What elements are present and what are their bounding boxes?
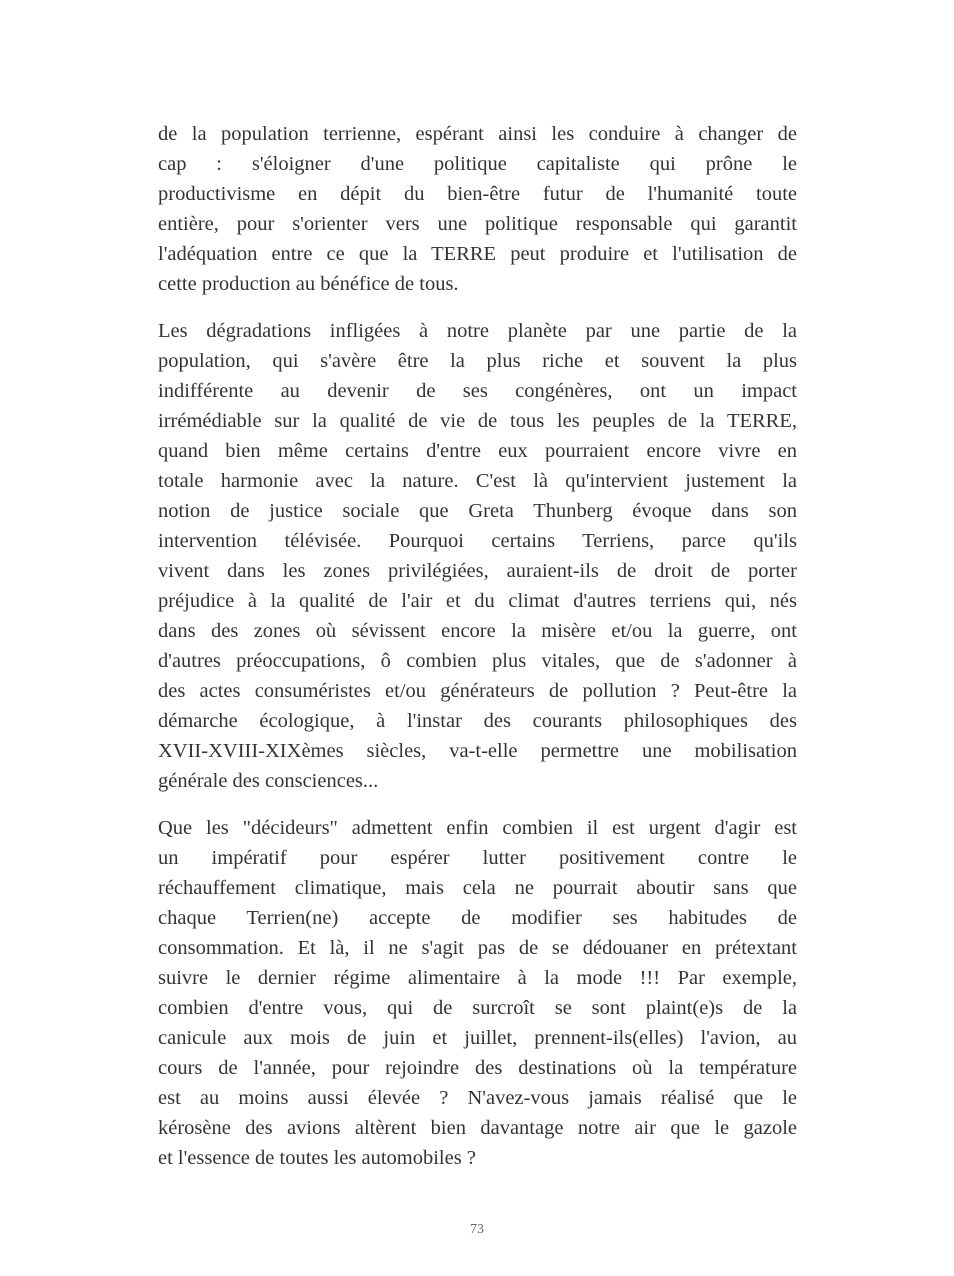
text-line: de la population terrienne, espérant ainsi les conduire à changer de [158,123,797,145]
text-line: productivisme en dépit du bien-être futur de l'humanité toute [158,183,797,205]
paragraph [158,813,797,1173]
document-body [158,119,797,1190]
text-line: irrémédiable sur la qualité de vie de tous les peuples de la TERRE, [158,410,797,432]
text-line: est au moins aussi élevée ? N'avez-vous jamais réalisé que le [158,1087,797,1109]
text-line: population, qui s'avère être la plus riche et souvent la plus [158,350,797,372]
page-number: 73 [470,1222,484,1237]
text-line: dans des zones où sévissent encore la misère et/ou la guerre, ont [158,620,797,642]
text-line: cours de l'année, pour rejoindre des destinations où la température [158,1057,797,1079]
text-line: Les dégradations infligées à notre planète par une partie de la [158,320,797,342]
text-line: quand bien même certains d'entre eux pourraient encore vivre en [158,440,797,462]
text-line: indifférente au devenir de ses congénères, ont un impact [158,380,797,402]
text-line: entière, pour s'orienter vers une politique responsable qui garantit [158,213,797,235]
text-line: canicule aux mois de juin et juillet, prennent-ils(elles) l'avion, au [158,1027,797,1049]
text-line: cap : s'éloigner d'une politique capitaliste qui prône le [158,153,797,175]
text-line: d'autres préoccupations, ô combien plus vitales, que de s'adonner à [158,650,797,672]
text-line: XVII-XVIII-XIXèmes siècles, va-t-elle permettre une mobilisation [158,740,797,762]
text-line: notion de justice sociale que Greta Thunberg évoque dans son [158,500,797,522]
paragraph [158,119,797,299]
text-line: suivre le dernier régime alimentaire à la mode !!! Par exemple, [158,967,797,989]
text-line: un impératif pour espérer lutter positivement contre le [158,847,797,869]
text-line: démarche écologique, à l'instar des courants philosophiques des [158,710,797,732]
text-line: vivent dans les zones privilégiées, auraient-ils de droit de porter [158,560,797,582]
text-line: préjudice à la qualité de l'air et du climat d'autres terriens qui, nés [158,590,797,612]
text-line: kérosène des avions altèrent bien davantage notre air que le gazole [158,1117,797,1139]
paragraph [158,316,797,796]
text-line: générale des consciences... [158,770,379,792]
text-line: combien d'entre vous, qui de surcroît se sont plaint(e)s de la [158,997,797,1019]
text-line: chaque Terrien(ne) accepte de modifier ses habitudes de [158,907,797,929]
text-line: Que les "décideurs" admettent enfin combien il est urgent d'agir est [158,817,797,839]
text-line: intervention télévisée. Pourquoi certains Terriens, parce qu'ils [158,530,797,552]
text-line: des actes consuméristes et/ou générateurs de pollution ? Peut-être la [158,680,797,702]
text-line: réchauffement climatique, mais cela ne pourrait aboutir sans que [158,877,797,899]
text-line: consommation. Et là, il ne s'agit pas de se dédouaner en prétextant [158,937,797,959]
text-line: totale harmonie avec la nature. C'est là qu'intervient justement la [158,470,797,492]
text-line: et l'essence de toutes les automobiles ? [158,1147,476,1169]
text-line: cette production au bénéfice de tous. [158,273,459,295]
text-line: l'adéquation entre ce que la TERRE peut produire et l'utilisation de [158,243,797,265]
